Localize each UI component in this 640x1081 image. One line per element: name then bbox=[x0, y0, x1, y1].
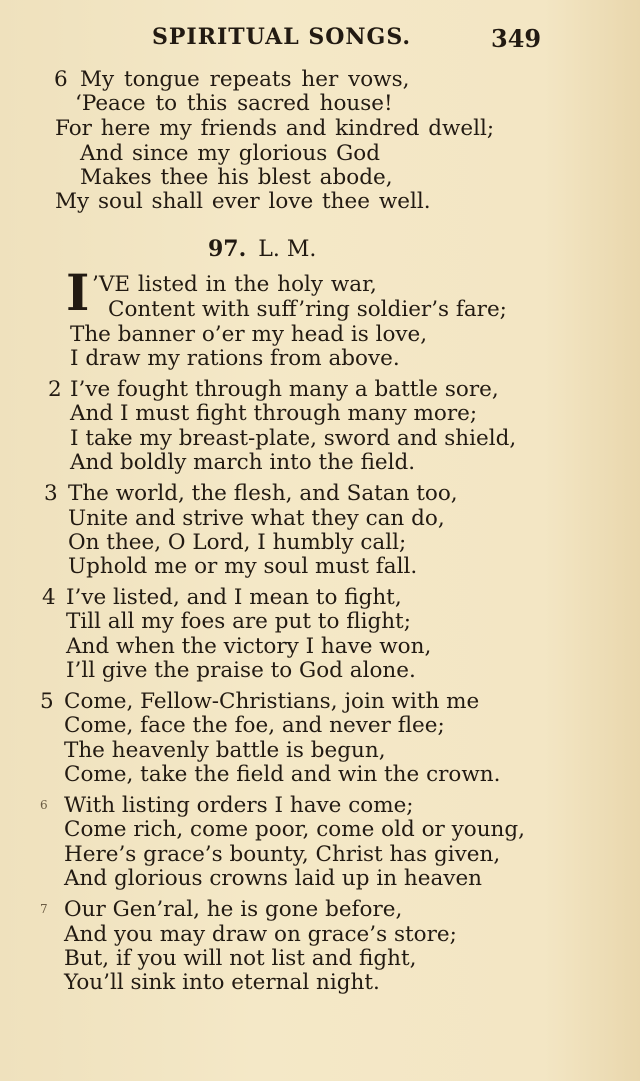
verse-line: And I must fight through many more; bbox=[70, 401, 478, 426]
verse-line: I’ve listed, and I mean to fight, bbox=[66, 585, 402, 610]
verse-line: I’ll give the praise to God alone. bbox=[66, 658, 416, 683]
verse-line: And glorious crowns laid up in heaven bbox=[64, 866, 483, 891]
verse-line: Uphold me or my soul must fall. bbox=[68, 554, 418, 579]
stanza-number: 6 bbox=[40, 798, 48, 812]
verse-line: ‘Peace to this sacred house! bbox=[75, 91, 393, 116]
verse-line: Content with suff’ring soldier’s fare; bbox=[108, 297, 507, 322]
verse-line: Come rich, come poor, come old or young, bbox=[64, 817, 526, 842]
page-number: 349 bbox=[491, 24, 542, 53]
running-header: SPIRITUAL SONGS. bbox=[152, 24, 412, 50]
verse-line: The world, the flesh, and Satan too, bbox=[68, 481, 458, 506]
verse-line: On thee, O Lord, I humbly call; bbox=[68, 530, 407, 555]
hymn-heading bbox=[208, 236, 316, 262]
verse-line: I take my breast-plate, sword and shield, bbox=[70, 426, 517, 451]
verse-line: And boldly march into the field. bbox=[70, 450, 416, 475]
verse-line: Makes thee his blest abode, bbox=[80, 165, 393, 190]
stanza-number: 6 bbox=[54, 67, 68, 92]
verse-line: I draw my rations from above. bbox=[70, 346, 400, 371]
hymn-meter: L. M. bbox=[258, 237, 317, 262]
verse-line: My tongue repeats her vows, bbox=[80, 67, 410, 92]
drop-cap: I bbox=[66, 263, 90, 322]
verse-line: ’VE listed in the holy war, bbox=[92, 272, 377, 297]
verse-line: Come, Fellow-Christians, join with me bbox=[64, 689, 480, 714]
verse-line: And when the victory I have won, bbox=[66, 634, 432, 659]
verse-line: For here my friends and kindred dwell; bbox=[55, 116, 495, 141]
stanza-number: 4 bbox=[42, 585, 56, 610]
stanza-number: 3 bbox=[44, 481, 58, 506]
verse-line: My soul shall ever love thee well. bbox=[55, 189, 431, 214]
verse-line: I’ve fought through many a battle sore, bbox=[70, 377, 499, 402]
stanza-number: 2 bbox=[48, 377, 62, 402]
verse-line: With listing orders I have come; bbox=[64, 793, 414, 818]
verse-line: Our Gen’ral, he is gone before, bbox=[64, 897, 403, 922]
stanza-number: 5 bbox=[40, 689, 54, 714]
stanza-number: 7 bbox=[40, 902, 48, 916]
verse-line: And you may draw on grace’s store; bbox=[64, 922, 457, 947]
verse-line: You’ll sink into eternal night. bbox=[64, 970, 380, 995]
verse-line: Unite and strive what they can do, bbox=[68, 506, 445, 531]
verse-line: The heavenly battle is begun, bbox=[64, 738, 386, 763]
verse-line: Here’s grace’s bounty, Christ has given, bbox=[64, 842, 501, 867]
verse-line: The banner o’er my head is love, bbox=[70, 322, 428, 347]
verse-line: But, if you will not list and fight, bbox=[64, 946, 417, 971]
verse-line: Come, take the field and win the crown. bbox=[64, 762, 501, 787]
verse-line: And since my glorious God bbox=[80, 141, 380, 166]
verse-line: Come, face the foe, and never flee; bbox=[64, 713, 445, 738]
verse-line: Till all my foes are put to flight; bbox=[66, 609, 411, 634]
hymn-number: 97. bbox=[208, 236, 247, 262]
